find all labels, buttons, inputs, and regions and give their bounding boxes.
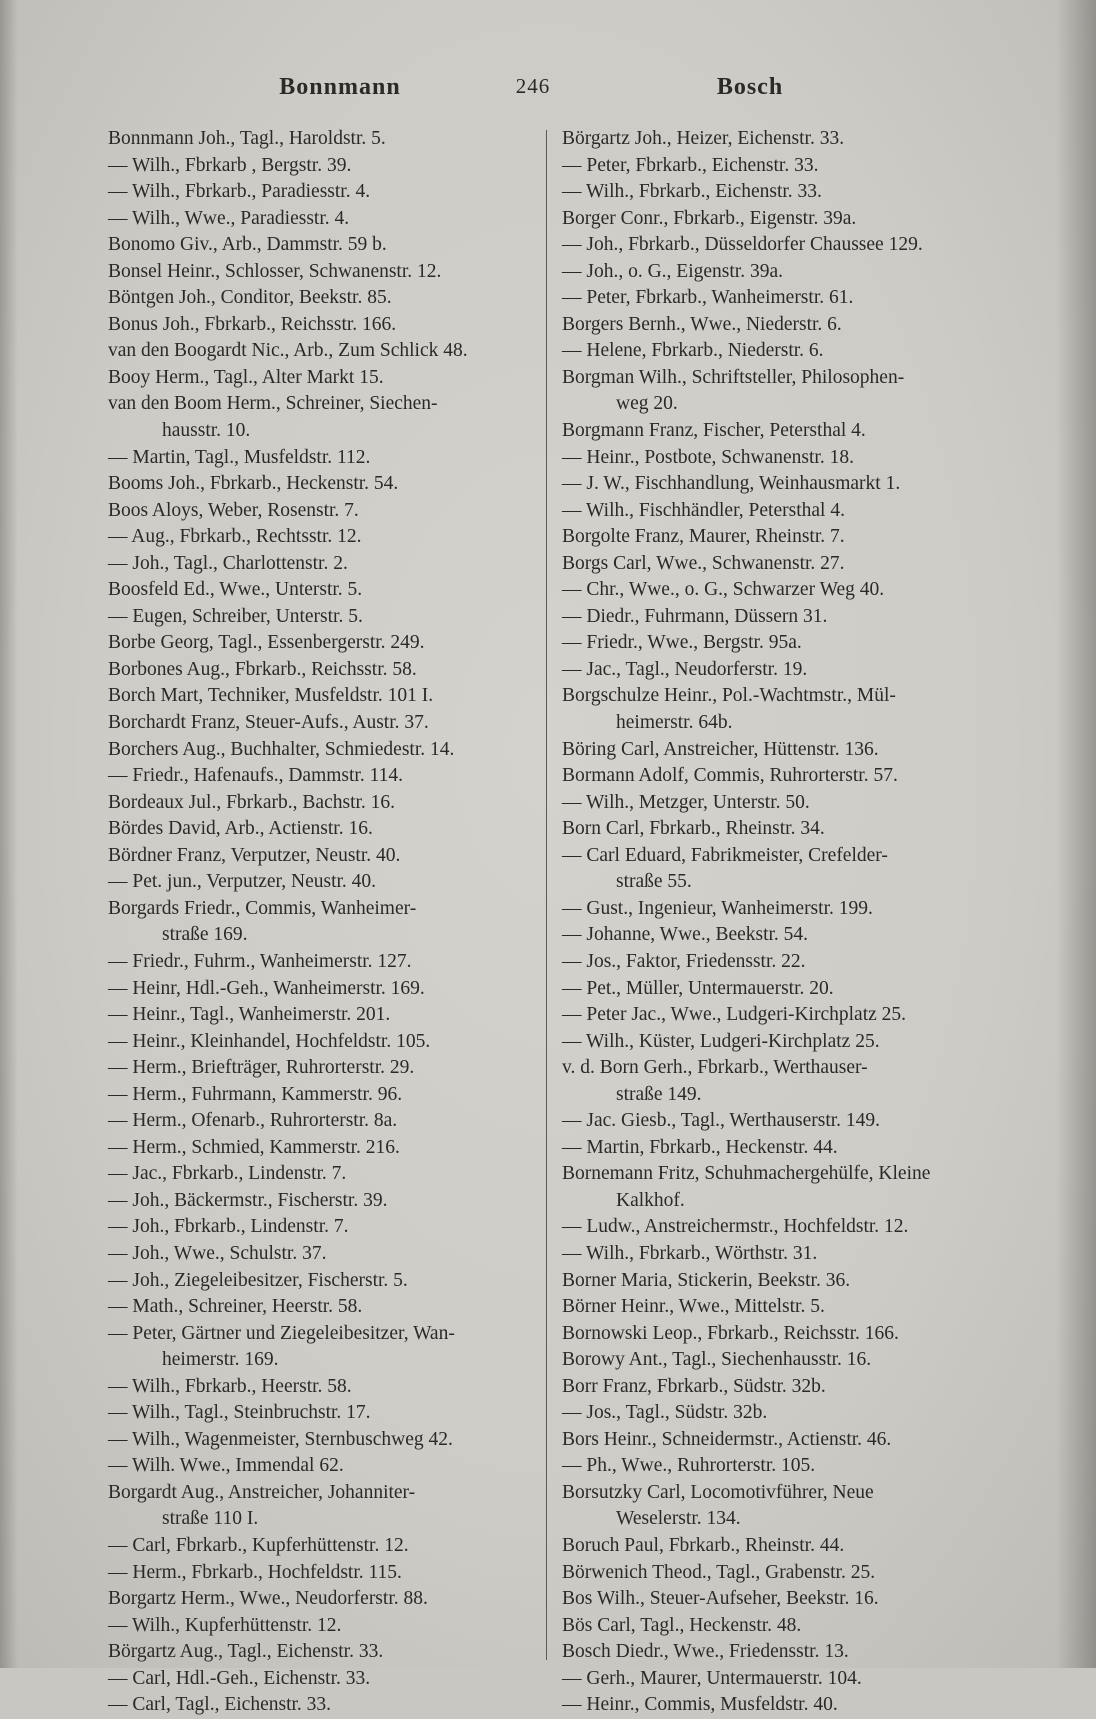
directory-entry xyxy=(562,1453,1002,1480)
directory-entry xyxy=(562,816,1002,843)
directory-entry xyxy=(108,524,548,551)
entry-line: — J. W., Fischhandlung, Weinhausmarkt 1. xyxy=(562,473,901,495)
entry-line: — Gerh., Maurer, Untermauerstr. 104. xyxy=(562,1667,862,1689)
directory-entry xyxy=(562,1268,1002,1295)
entry-line: — Friedr., Wwe., Bergstr. 95a. xyxy=(562,632,802,654)
entry-line: Borgmann Franz, Fischer, Petersthal 4. xyxy=(562,420,866,442)
directory-entry xyxy=(562,498,1002,525)
entry-line: Borgschulze Heinr., Pol.-Wachtmstr., Mül- xyxy=(562,685,896,707)
directory-entry xyxy=(562,1480,1002,1533)
directory-entry xyxy=(108,1613,548,1640)
directory-entry xyxy=(108,657,548,684)
directory-entry xyxy=(108,153,548,180)
entry-line: — Wilh., Metzger, Unterstr. 50. xyxy=(562,791,810,813)
entry-line: Booms Joh., Fbrkarb., Heckenstr. 54. xyxy=(108,473,399,495)
entry-line: v. d. Born Gerh., Fbrkarb., Werthauser- xyxy=(562,1057,868,1079)
entry-line: — Herm., Schmied, Kammerstr. 216. xyxy=(108,1136,400,1158)
entry-line: Bördner Franz, Verputzer, Neustr. 40. xyxy=(108,844,401,866)
entry-line: Bormann Adolf, Commis, Ruhrorterstr. 57. xyxy=(562,765,898,787)
directory-entry xyxy=(562,1321,1002,1348)
entry-line: — Wilh., Fbrkarb., Paradiesstr. 4. xyxy=(108,181,371,203)
directory-entry xyxy=(562,126,1002,153)
entry-line: Börgartz Aug., Tagl., Eichenstr. 33. xyxy=(108,1641,384,1663)
entry-line: van den Boom Herm., Schreiner, Siechen- xyxy=(108,393,438,415)
entry-line: — Wilh. Wwe., Immendal 62. xyxy=(108,1455,344,1477)
entry-line: — Wilh., Küster, Ludgeri-Kirchplatz 25. xyxy=(562,1030,880,1052)
entry-line: — Ludw., Anstreichermstr., Hochfeldstr. 12. xyxy=(562,1216,909,1238)
directory-entry xyxy=(108,1188,548,1215)
entry-line: Bos Wilh., Steuer-Aufseher, Beekstr. 16. xyxy=(562,1588,879,1610)
entry-line: Bosch Diedr., Wwe., Friedensstr. 13. xyxy=(562,1641,849,1663)
entry-line: Böntgen Joh., Conditor, Beekstr. 85. xyxy=(108,287,392,309)
entry-line: — Jos., Faktor, Friedensstr. 22. xyxy=(562,950,806,972)
entry-line: — Joh., Fbrkarb., Düsseldorfer Chaussee 129. xyxy=(562,234,923,256)
entry-line: Borbones Aug., Fbrkarb., Reichsstr. 58. xyxy=(108,658,417,680)
entry-line: — Heinr, Hdl.-Geh., Wanheimerstr. 169. xyxy=(108,977,425,999)
entry-line: Bördes David, Arb., Actienstr. 16. xyxy=(108,818,373,840)
entry-line: — Peter, Fbrkarb., Eichenstr. 33. xyxy=(562,154,819,176)
entry-line: — Wilh., Fbrkarb , Bergstr. 39. xyxy=(108,154,352,176)
directory-entry xyxy=(108,1082,548,1109)
directory-entry xyxy=(562,1639,1002,1666)
entry-line: — Ph., Wwe., Ruhrorterstr. 105. xyxy=(562,1455,816,1477)
entry-line: — Pet. jun., Verputzer, Neustr. 40. xyxy=(108,871,377,893)
entry-continuation-line: hausstr. 10. xyxy=(162,420,251,442)
directory-entry xyxy=(108,1029,548,1056)
entry-line: — Peter Jac., Wwe., Ludgeri-Kirchplatz 25. xyxy=(562,1004,907,1026)
entry-line: Borgolte Franz, Maurer, Rheinstr. 7. xyxy=(562,526,845,548)
left-column xyxy=(108,126,548,1719)
directory-entry xyxy=(108,391,548,444)
entry-line: — Joh., o. G., Eigenstr. 39a. xyxy=(562,260,783,282)
running-head-right: Bosch xyxy=(716,74,784,100)
directory-entry xyxy=(562,976,1002,1003)
directory-entry xyxy=(108,1533,548,1560)
directory-entry xyxy=(108,896,548,949)
directory-entry xyxy=(562,577,1002,604)
entry-line: — Peter, Fbrkarb., Wanheimerstr. 61. xyxy=(562,287,854,309)
directory-entry xyxy=(108,737,548,764)
directory-entry xyxy=(108,816,548,843)
entry-line: — Jac., Tagl., Neudorferstr. 19. xyxy=(562,658,808,680)
entry-line: — Math., Schreiner, Heerstr. 58. xyxy=(108,1296,363,1318)
entry-line: — Chr., Wwe., o. G., Schwarzer Weg 40. xyxy=(562,579,885,601)
directory-entry xyxy=(562,365,1002,418)
entry-line: — Jac. Giesb., Tagl., Werthauserstr. 149. xyxy=(562,1110,881,1132)
entry-line: Bonnmann Joh., Tagl., Haroldstr. 5. xyxy=(108,128,386,149)
entry-line: Boos Aloys, Weber, Rosenstr. 7. xyxy=(108,499,359,521)
directory-entry xyxy=(108,1055,548,1082)
directory-entry xyxy=(108,206,548,233)
entry-line: — Martin, Fbrkarb., Heckenstr. 44. xyxy=(562,1136,838,1158)
entry-line: — Carl, Hdl.-Geh., Eichenstr. 33. xyxy=(108,1667,371,1689)
directory-entry xyxy=(562,1560,1002,1587)
directory-entry xyxy=(108,179,548,206)
directory-entry xyxy=(108,843,548,870)
directory-entry xyxy=(108,1586,548,1613)
entry-line: — Martin, Tagl., Musfeldstr. 112. xyxy=(108,446,371,468)
entry-line: Borr Franz, Fbrkarb., Südstr. 32b. xyxy=(562,1375,826,1397)
entry-line: — Herm., Fbrkarb., Hochfeldstr. 115. xyxy=(108,1561,402,1583)
directory-entry xyxy=(108,445,548,472)
entry-line: — Joh., Fbrkarb., Lindenstr. 7. xyxy=(108,1216,349,1238)
entry-line: — Heinr., Kleinhandel, Hochfeldstr. 105. xyxy=(108,1030,431,1052)
directory-entry xyxy=(108,1427,548,1454)
entry-line: — Herm., Fuhrmann, Kammerstr. 96. xyxy=(108,1083,403,1105)
entry-line: — Eugen, Schreiber, Unterstr. 5. xyxy=(108,605,363,627)
entry-line: — Johanne, Wwe., Beekstr. 54. xyxy=(562,924,809,946)
entry-line: — Wilh., Tagl., Steinbruchstr. 17. xyxy=(108,1402,371,1424)
directory-entry xyxy=(108,1161,548,1188)
entry-line: — Diedr., Fuhrmann, Düssern 31. xyxy=(562,605,828,627)
entry-continuation-line: weg 20. xyxy=(616,393,678,415)
directory-entry xyxy=(562,737,1002,764)
directory-entry xyxy=(562,683,1002,736)
directory-entry xyxy=(108,1135,548,1162)
entry-line: — Joh., Tagl., Charlottenstr. 2. xyxy=(108,552,348,574)
entry-line: Bornowski Leop., Fbrkarb., Reichsstr. 166. xyxy=(562,1322,899,1344)
entry-line: Börgartz Joh., Heizer, Eichenstr. 33. xyxy=(562,128,845,149)
directory-entry xyxy=(108,259,548,286)
directory-entry xyxy=(108,577,548,604)
entry-line: — Joh., Ziegeleibesitzer, Fischerstr. 5. xyxy=(108,1269,408,1291)
entry-continuation-line: heimerstr. 64b. xyxy=(616,712,733,734)
entry-line: — Heinr., Commis, Musfeldstr. 40. xyxy=(562,1694,838,1716)
directory-entry xyxy=(562,949,1002,976)
entry-line: Borch Mart, Techniker, Musfeldstr. 101 I. xyxy=(108,685,434,707)
page-shadow-left xyxy=(0,0,18,1668)
entry-line: Borgs Carl, Wwe., Schwanenstr. 27. xyxy=(562,552,845,574)
directory-entry xyxy=(108,1639,548,1666)
directory-entry xyxy=(562,1692,1002,1719)
entry-line: Borgardt Aug., Anstreicher, Johanniter- xyxy=(108,1481,416,1503)
entry-line: — Herm., Briefträger, Ruhrorterstr. 29. xyxy=(108,1057,415,1079)
directory-entry xyxy=(108,338,548,365)
directory-entry xyxy=(108,365,548,392)
directory-entry xyxy=(108,976,548,1003)
directory-entry xyxy=(108,126,548,153)
directory-entry xyxy=(562,1161,1002,1214)
right-column xyxy=(562,126,1002,1719)
directory-entry xyxy=(108,312,548,339)
directory-entry xyxy=(562,1374,1002,1401)
directory-entry xyxy=(108,763,548,790)
entry-line: Borsutzky Carl, Locomotivführer, Neue xyxy=(562,1481,874,1503)
entry-line: — Helene, Fbrkarb., Niederstr. 6. xyxy=(562,340,824,362)
entry-line: Borner Maria, Stickerin, Beekstr. 36. xyxy=(562,1269,851,1291)
directory-entry xyxy=(108,1214,548,1241)
entry-line: — Wilh., Fischhändler, Petersthal 4. xyxy=(562,499,845,521)
directory-entry xyxy=(562,1055,1002,1108)
directory-entry xyxy=(562,1294,1002,1321)
page-number: 246 xyxy=(515,74,551,98)
directory-entry xyxy=(108,551,548,578)
entry-continuation-line: Kalkhof. xyxy=(616,1189,685,1211)
directory-entry xyxy=(562,1427,1002,1454)
directory-entry xyxy=(562,1400,1002,1427)
entry-line: Borchardt Franz, Steuer-Aufs., Austr. 37. xyxy=(108,712,429,734)
directory-entry xyxy=(108,949,548,976)
directory-entry xyxy=(108,471,548,498)
entry-line: — Aug., Fbrkarb., Rechtsstr. 12. xyxy=(108,526,362,548)
directory-entry xyxy=(562,418,1002,445)
directory-entry xyxy=(108,710,548,737)
directory-entry xyxy=(108,1453,548,1480)
directory-entry xyxy=(562,604,1002,631)
running-head-left: Bonnmann xyxy=(279,74,401,100)
directory-entry xyxy=(562,1613,1002,1640)
entry-line: — Carl Eduard, Fabrikmeister, Crefelder- xyxy=(562,844,888,866)
directory-entry xyxy=(562,1586,1002,1613)
entry-line: Bonsel Heinr., Schlosser, Schwanenstr. 12. xyxy=(108,260,442,282)
entry-line: Boosfeld Ed., Wwe., Unterstr. 5. xyxy=(108,579,363,601)
entry-line: — Jos., Tagl., Südstr. 32b. xyxy=(562,1402,768,1424)
directory-entry xyxy=(562,1135,1002,1162)
directory-entry xyxy=(562,1029,1002,1056)
entry-line: van den Boogardt Nic., Arb., Zum Schlick 48. xyxy=(108,340,468,362)
entry-line: — Wilh., Fbrkarb., Wörthstr. 31. xyxy=(562,1242,818,1264)
directory-entry xyxy=(108,1241,548,1268)
directory-entry xyxy=(108,630,548,657)
entry-line: Bonus Joh., Fbrkarb., Reichsstr. 166. xyxy=(108,313,397,335)
entry-line: Booy Herm., Tagl., Alter Markt 15. xyxy=(108,366,384,388)
entry-line: — Wilh., Kupferhüttenstr. 12. xyxy=(108,1614,342,1636)
directory-entry xyxy=(108,1321,548,1374)
entry-line: — Friedr., Fuhrm., Wanheimerstr. 127. xyxy=(108,950,412,972)
entry-line: — Heinr., Postbote, Schwanenstr. 18. xyxy=(562,446,854,468)
directory-entry xyxy=(562,1666,1002,1693)
directory-entry xyxy=(562,1241,1002,1268)
entry-line: Boruch Paul, Fbrkarb., Rheinstr. 44. xyxy=(562,1534,845,1556)
entry-continuation-line: straße 169. xyxy=(162,924,248,946)
directory-entry xyxy=(108,1002,548,1029)
directory-entry xyxy=(562,896,1002,923)
directory-entry xyxy=(562,1002,1002,1029)
entry-line: — Herm., Ofenarb., Ruhrorterstr. 8a. xyxy=(108,1110,398,1132)
entry-line: — Joh., Wwe., Schulstr. 37. xyxy=(108,1242,327,1264)
directory-entry xyxy=(562,763,1002,790)
entry-line: — Pet., Müller, Untermauerstr. 20. xyxy=(562,977,834,999)
directory-entry xyxy=(108,1666,548,1693)
directory-entry xyxy=(562,471,1002,498)
entry-line: Borowy Ant., Tagl., Siechenhausstr. 16. xyxy=(562,1349,872,1371)
directory-entry xyxy=(562,1214,1002,1241)
directory-entry xyxy=(562,179,1002,206)
directory-entry xyxy=(562,259,1002,286)
entry-line: Börner Heinr., Wwe., Mittelstr. 5. xyxy=(562,1296,825,1318)
entry-line: Bordeaux Jul., Fbrkarb., Bachstr. 16. xyxy=(108,791,396,813)
entry-line: — Wilh., Wagenmeister, Sternbuschweg 42. xyxy=(108,1428,453,1450)
directory-entry xyxy=(108,1294,548,1321)
entry-line: — Peter, Gärtner und Ziegeleibesitzer, Wan- xyxy=(108,1322,455,1344)
column-divider xyxy=(546,130,547,1660)
directory-entry xyxy=(562,922,1002,949)
directory-entry xyxy=(108,232,548,259)
directory-entry xyxy=(108,1692,548,1719)
directory-entry xyxy=(562,524,1002,551)
directory-entry xyxy=(108,683,548,710)
directory-entry xyxy=(108,1108,548,1135)
directory-entry xyxy=(562,790,1002,817)
entry-continuation-line: straße 55. xyxy=(616,871,692,893)
entry-line: Borgards Friedr., Commis, Wanheimer- xyxy=(108,897,417,919)
directory-entry xyxy=(562,312,1002,339)
entry-line: Borgers Bernh., Wwe., Niederstr. 6. xyxy=(562,313,842,335)
entry-line: Bonomo Giv., Arb., Dammstr. 59 b. xyxy=(108,234,387,256)
entry-line: — Jac., Fbrkarb., Lindenstr. 7. xyxy=(108,1163,347,1185)
entry-line: Bors Heinr., Schneidermstr., Actienstr. 46. xyxy=(562,1428,892,1450)
entry-line: Borger Conr., Fbrkarb., Eigenstr. 39a. xyxy=(562,207,857,229)
entry-line: — Wilh., Wwe., Paradiesstr. 4. xyxy=(108,207,350,229)
entry-line: Born Carl, Fbrkarb., Rheinstr. 34. xyxy=(562,818,825,840)
directory-entry xyxy=(562,551,1002,578)
directory-entry xyxy=(562,1108,1002,1135)
entry-line: Borchers Aug., Buchhalter, Schmiedestr. 14. xyxy=(108,738,455,760)
entry-line: Bornemann Fritz, Schuhmachergehülfe, Kleine xyxy=(562,1163,931,1185)
directory-entry xyxy=(108,604,548,631)
entry-line: Bös Carl, Tagl., Heckenstr. 48. xyxy=(562,1614,802,1636)
entry-continuation-line: straße 110 I. xyxy=(162,1508,259,1530)
directory-entry xyxy=(108,1374,548,1401)
directory-entry xyxy=(562,657,1002,684)
entry-line: — Friedr., Hafenaufs., Dammstr. 114. xyxy=(108,765,403,787)
directory-entry xyxy=(562,445,1002,472)
directory-entry xyxy=(562,630,1002,657)
entry-line: Borgartz Herm., Wwe., Neudorferstr. 88. xyxy=(108,1588,428,1610)
entry-line: — Carl, Fbrkarb., Kupferhüttenstr. 12. xyxy=(108,1534,409,1556)
directory-entry xyxy=(108,790,548,817)
directory-entry xyxy=(108,1268,548,1295)
entry-line: — Gust., Ingenieur, Wanheimerstr. 199. xyxy=(562,897,873,919)
entry-line: — Carl, Tagl., Eichenstr. 33. xyxy=(108,1694,332,1716)
entry-line: — Wilh., Fbrkarb., Eichenstr. 33. xyxy=(562,181,822,203)
directory-entry xyxy=(562,285,1002,312)
directory-entry xyxy=(562,232,1002,259)
directory-entry xyxy=(108,1400,548,1427)
entry-line: — Wilh., Fbrkarb., Heerstr. 58. xyxy=(108,1375,352,1397)
directory-entry xyxy=(108,498,548,525)
directory-entry xyxy=(108,1560,548,1587)
entry-line: Borbe Georg, Tagl., Essenbergerstr. 249. xyxy=(108,632,425,654)
entry-line: Börwenich Theod., Tagl., Grabenstr. 25. xyxy=(562,1561,876,1583)
directory-entry xyxy=(108,1480,548,1533)
page-shadow-right xyxy=(1056,0,1096,1668)
directory-entry xyxy=(108,869,548,896)
directory-entry xyxy=(562,1347,1002,1374)
entry-line: — Joh., Bäckermstr., Fischerstr. 39. xyxy=(108,1189,388,1211)
directory-entry xyxy=(562,338,1002,365)
entry-continuation-line: straße 149. xyxy=(616,1083,702,1105)
directory-entry xyxy=(562,843,1002,896)
entry-line: — Heinr., Tagl., Wanheimerstr. 201. xyxy=(108,1004,391,1026)
directory-entry xyxy=(562,1533,1002,1560)
entry-continuation-line: heimerstr. 169. xyxy=(162,1349,279,1371)
directory-entry xyxy=(562,153,1002,180)
entry-line: Böring Carl, Anstreicher, Hüttenstr. 136. xyxy=(562,738,879,760)
directory-entry xyxy=(108,285,548,312)
directory-entry xyxy=(562,206,1002,233)
entry-line: Borgman Wilh., Schriftsteller, Philosophen- xyxy=(562,366,905,388)
entry-continuation-line: Weselerstr. 134. xyxy=(616,1508,741,1530)
